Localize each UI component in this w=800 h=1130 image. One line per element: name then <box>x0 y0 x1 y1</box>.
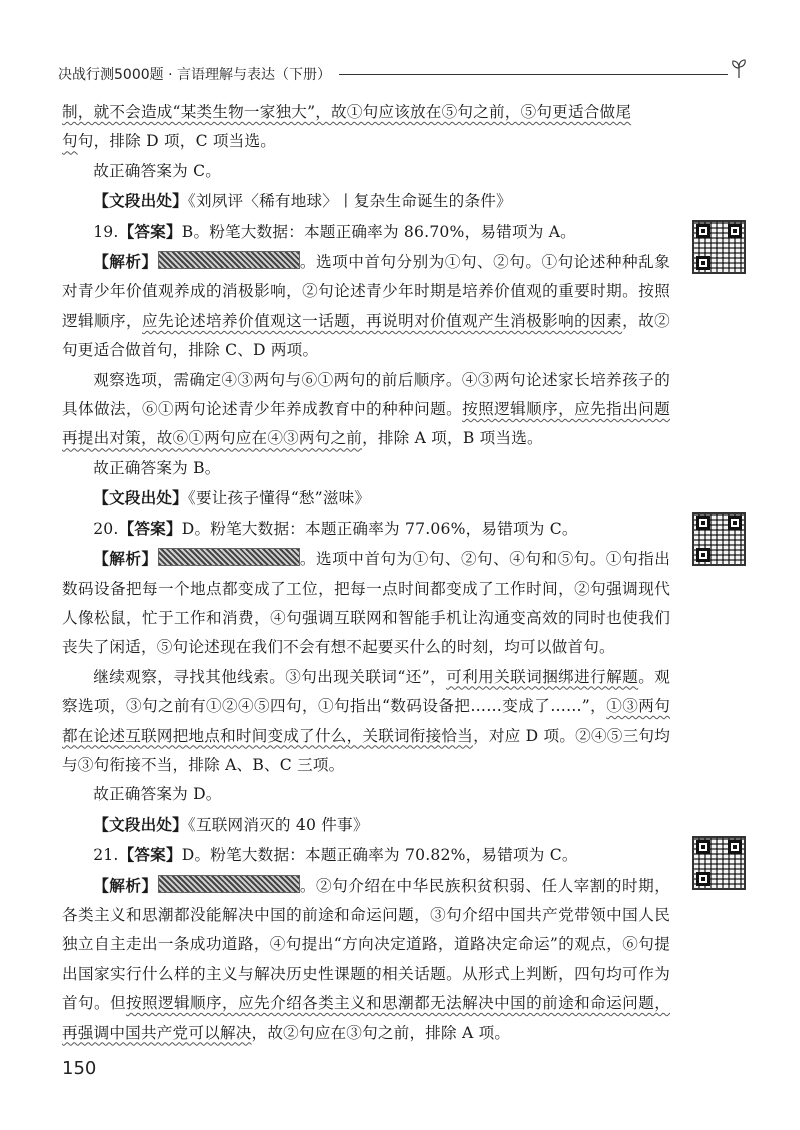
source-line <box>62 186 670 216</box>
sprout-icon <box>730 58 748 78</box>
running-header <box>58 62 748 86</box>
analysis-label: 【解析】 <box>93 549 158 569</box>
answer-text: D。粉笔大数据：本题正确率为 70.82%，易错项为 C。 <box>181 846 578 865</box>
q21-answer <box>62 840 670 870</box>
qr-finder <box>696 872 710 886</box>
q19-analysis <box>62 247 670 366</box>
q19-analysis-2 <box>62 366 670 454</box>
header-rule <box>339 74 728 75</box>
underlined-text: 制，就不会造成“某类生物一家独大”，故①句应该放在⑤句之前，⑤句更适合做尾 <box>62 103 632 121</box>
source-label: 【文段出处】 <box>93 488 188 508</box>
question-number: 21. <box>93 846 119 865</box>
q19-answer <box>62 217 670 247</box>
answer-label: 【答案】 <box>118 221 182 241</box>
book-title: 决战行测5000题 · 言语理解与表达（下册） <box>58 67 331 83</box>
source-label: 【文段出处】 <box>93 814 188 834</box>
question-number: 20. <box>93 519 119 538</box>
source-line <box>62 483 670 513</box>
qr-code-icon[interactable] <box>692 836 746 890</box>
qr-finder <box>696 548 710 562</box>
paragraph <box>62 127 670 156</box>
underlined-text: 可利用关联词捆绑进行解题 <box>446 667 639 686</box>
qr-finder <box>696 224 710 238</box>
source-text: 《互联网消灭的 40 件事》 <box>187 815 369 834</box>
answer-text: D。粉笔大数据：本题正确率为 77.06%，易错项为 C。 <box>181 519 578 538</box>
answer-line: 故正确答案为 D。 <box>93 785 222 804</box>
underlined-text: 句 <box>62 132 78 151</box>
text: 句，排除 D 项，C 项当选。 <box>77 132 277 151</box>
q21-analysis <box>62 871 670 1048</box>
text: ，排除 A 项，B 项当选。 <box>362 429 543 448</box>
source-line <box>62 810 670 840</box>
underlined-text: ①③两句都在论述互联网把地点和时间变成了什么，关联词衔接恰当 <box>62 697 670 745</box>
text: 观察选项，需确定④③两句与⑥①两句的前后顺序。④③两句论述家长培养孩子的具体做法，⑥①两句论述青少年养成教育中的种种问题。 <box>62 370 670 419</box>
redacted-box <box>158 251 300 269</box>
q20-analysis-2 <box>62 663 670 781</box>
text: ，故②句应在③句之前，排除 A 项。 <box>251 1023 511 1042</box>
source-text: 《要让孩子懂得“愁”滋味》 <box>187 489 371 508</box>
answer-label: 【答案】 <box>118 845 182 865</box>
page-number: 150 <box>62 1058 97 1079</box>
qr-code-icon[interactable] <box>692 512 746 566</box>
qr-finder <box>696 256 710 270</box>
qr-code-icon[interactable] <box>692 220 746 274</box>
text: 。②句介绍在中华民族积贫积弱、任人宰割的时期，各类主义和思潮都没能解决中国的前途和命运问题，③句介绍中国共产党带领中国人民独立自主走出一条成功道路，④句提出“方向决定道路，道路决定命运”的观点，⑥句提出国家实行什么样的主义与解决历史性课题的相关话题。从形式上判断，四句均可作为首句。但 <box>62 876 670 1013</box>
text: 。选项中首句为①句、②句、④句和⑤句。①句指出数码设备把每一个地点都变成了工位，把每一点时间都变成了工作时间，②句强调现代人像松鼠，忙于工作和消费，④句强调互联网和智能手机让沟通变高效的同时也使我们丧失了闲适，⑤句论述现在我们不会有想不起要买什么的时刻，均可以做首句。 <box>62 550 670 657</box>
answer-label: 【答案】 <box>118 518 182 538</box>
qr-finder <box>728 516 742 530</box>
answer-text: B。粉笔大数据：本题正确率为 86.70%，易错项为 A。 <box>181 222 576 241</box>
qr-finder <box>696 840 710 854</box>
q20-answer <box>62 514 670 544</box>
source-label: 【文段出处】 <box>93 191 188 211</box>
page-body <box>62 98 670 1048</box>
answer-line: 故正确答案为 B。 <box>93 458 221 477</box>
underlined-text: 按照逻辑顺序，应先介绍各类主义和思潮都无法解决中国的前途和命运问题，再强调中国共产党可以解决 <box>62 994 670 1042</box>
qr-finder <box>728 224 742 238</box>
underlined-text: 应先论述培养价值观这一话题，再说明对价值观产生消极影响的因素 <box>142 311 623 330</box>
question-number: 19. <box>93 222 119 241</box>
qr-finder <box>696 516 710 530</box>
analysis-label: 【解析】 <box>93 875 158 895</box>
source-text: 《刘夙评〈稀有地球〉丨复杂生命诞生的条件》 <box>187 192 512 211</box>
paragraph <box>62 98 670 127</box>
qr-finder <box>728 840 742 854</box>
text: 继续观察，寻找其他线索。③句出现关联词“还”， <box>93 667 447 686</box>
text: 。选项中首句分别为①句、②句。①句论述种种乱象对青少年价值观养成的消极影响，②句论述青少年时期是培养价值观的重要时期。按照逻辑顺序， <box>62 253 670 330</box>
text: ，对应 D 项。②④⑤三句均与③句衔接不当，排除 A、B、C 三项。 <box>62 726 671 774</box>
analysis-label: 【解析】 <box>93 252 158 272</box>
underlined-text: 按照逻辑顺序，应先指出问题再提出对策，故⑥①两句应在④③两句之前 <box>62 400 670 448</box>
q20-analysis <box>62 544 670 663</box>
answer-line: 故正确答案为 C。 <box>93 161 222 180</box>
redacted-box <box>158 548 300 566</box>
redacted-box <box>158 875 300 893</box>
text: ，故②句更适合做首句，排除 C、D 两项。 <box>62 311 670 360</box>
text: 。观察选项，③句之前有①②④⑤四句，①句指出“数码设备把……变成了……”， <box>62 667 671 716</box>
